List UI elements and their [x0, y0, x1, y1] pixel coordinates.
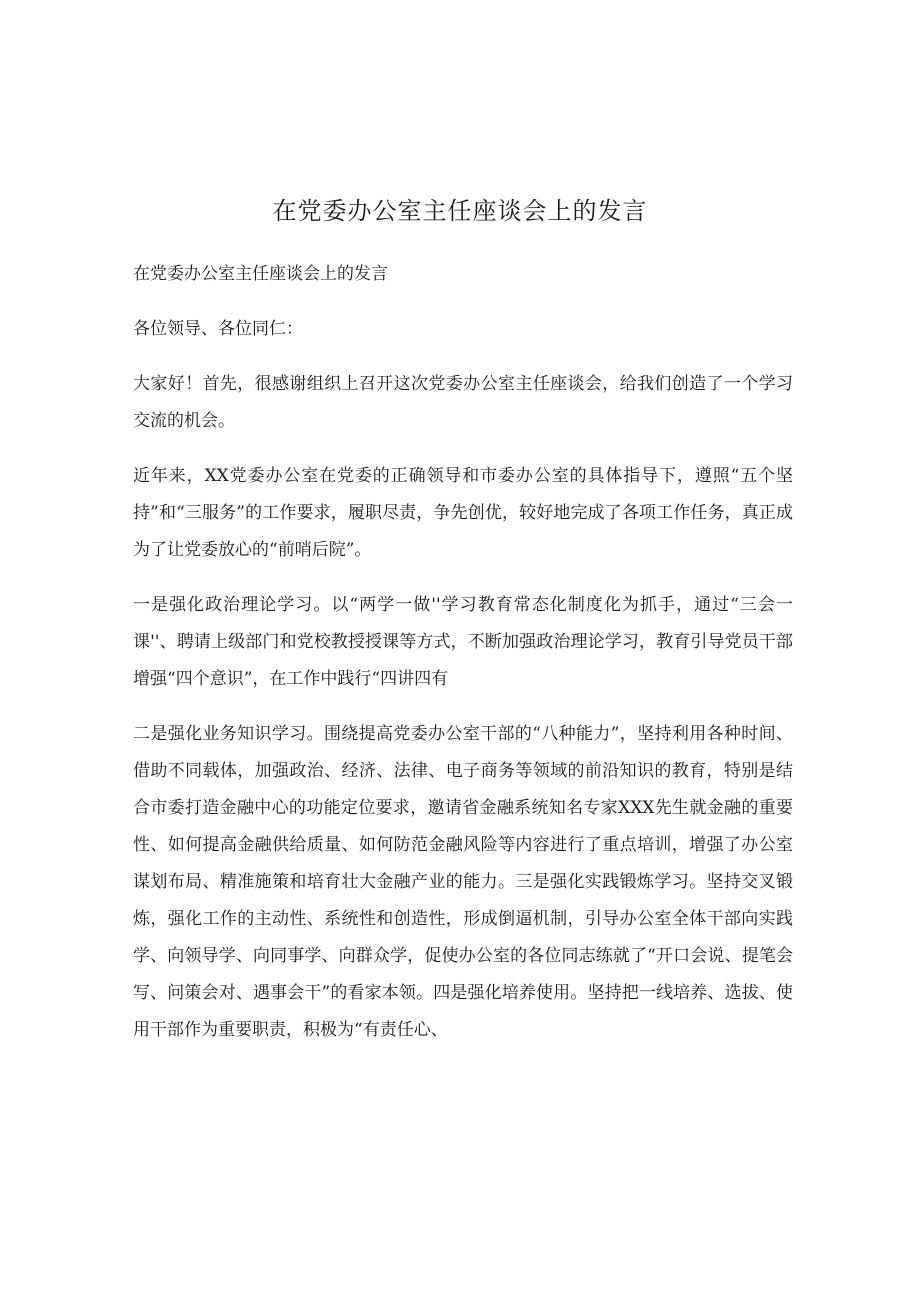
document-body [133, 256, 793, 1049]
document-title: 在党委办公室主任座谈会上的发言 [272, 197, 648, 225]
paragraph-overview: 近年来，XX党委办公室在党委的正确领导和市委办公室的具体指导下，遵照“五个坚持”和“三服务”的工作要求，履职尽责，争先创优，较好地完成了各项工作任务，真正成为了让党委放心的“前哨后院”。 [133, 466, 793, 560]
paragraph-subtitle: 在党委办公室主任座谈会上的发言 [133, 264, 388, 284]
paragraph-business-study: 二是强化业务知识学习。围绕提高党委办公室干部的“八种能力”，坚持利用各种时间、借助不同载体，加强政治、经济、法律、电子商务等领域的前沿知识的教育，特别是结合市委打造金融中心的功能定位要求，邀请省金融系统知名专家XXX先生就金融的重要性、如何提高金融供给质量、如何防范金融风险等内容进行了重点培训，增强了办公室谋划布局、精准施策和培育壮大金融产业的能力。三是强化实践锻炼学习。坚持交叉锻炼，强化工作的主动性、系统性和创造性，形成倒逼机制，引导办公室全体干部向实践学、向领导学、向同事学、向群众学，促使办公室的各位同志练就了“开口会说、提笔会写、问策会对、遇事会干”的看家本领。四是强化培养使用。坚持把一线培养、选拔、使用干部作为重要职责，积极为“有责任心、 [133, 724, 793, 1040]
paragraph-greeting: 大家好！首先，很感谢组织上召开这次党委办公室主任座谈会，给我们创造了一个学习交流的机会。 [133, 374, 793, 431]
paragraph-salutation: 各位领导、各位同仁： [133, 319, 303, 339]
paragraph-political-study: 一是强化政治理论学习。以“两学一做''学习教育常态化制度化为抓手，通过“三会一课''、聘请上级部门和党校教授授课等方式，不断加强政治理论学习，教育引导党员干部增强“四个意识”，在工作中践行“四讲四有 [133, 595, 793, 689]
